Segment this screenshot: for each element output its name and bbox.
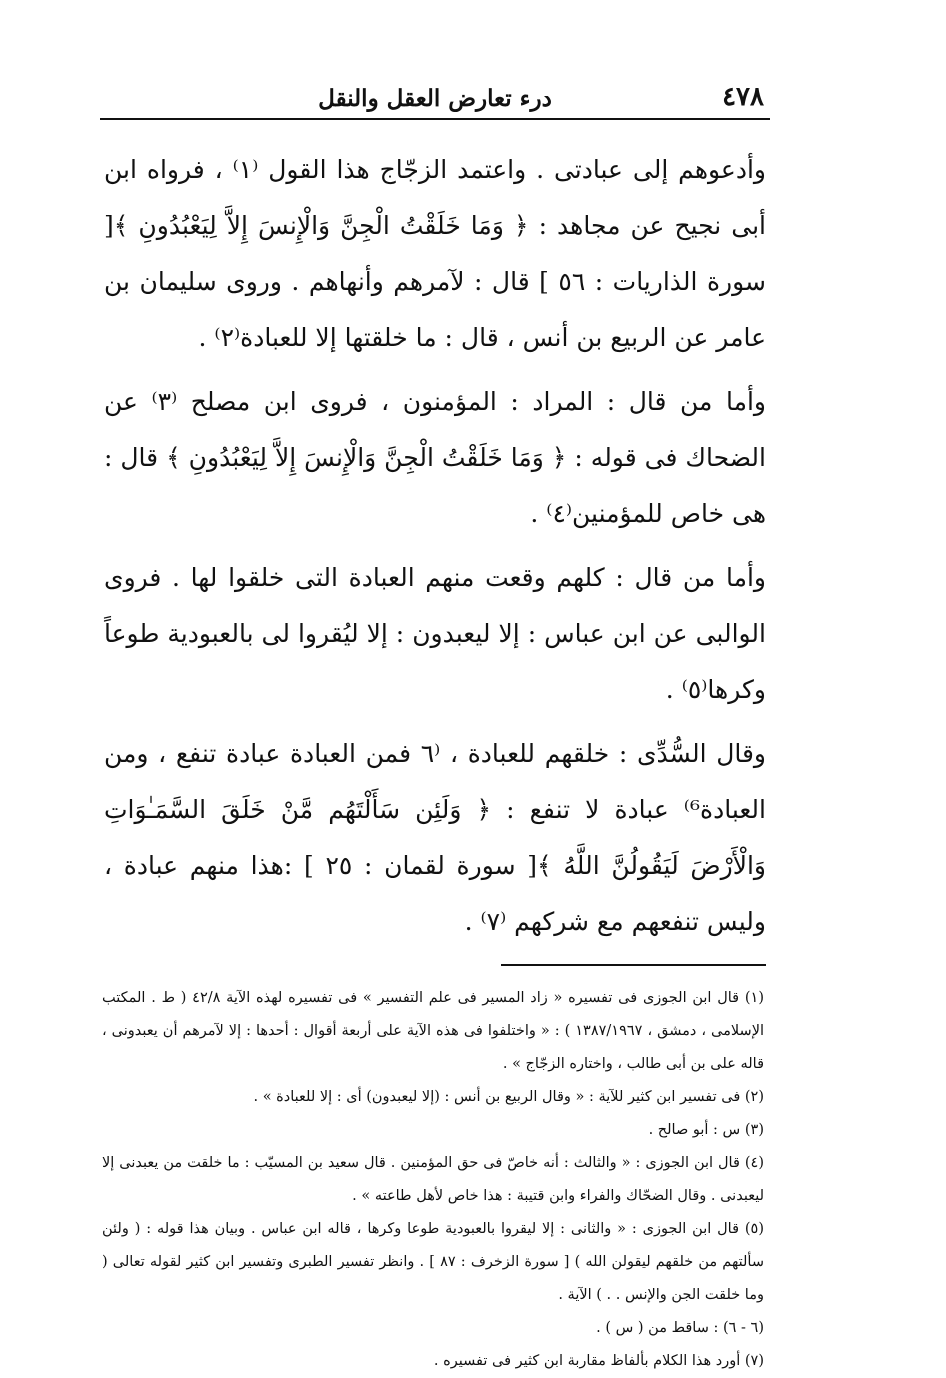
page-number: ٤٧٨ [722,82,764,112]
main-text [100,142,770,950]
footnotes [100,982,770,1378]
footnote: (٣) س : أبو صالح . [648,1122,764,1138]
footnote-separator [501,964,766,966]
paragraph: وقال السُّدِّى : خلقهم للعبادة ، ⁽٦ فمن العبادة عبادة تنفع ، ومن العبادة⁶⁾ عبادة لا تنفع : ﴿ وَلَئِن سَأَلْتَهُم مَّنْ خَلَقَ السَّمَـٰوَاتِ وَالْأَرْضَ لَيَقُولُنَّ اللَّهُ ﴾[ سورة لقمان : ٢٥ ] :هذا منهم عبادة ، وليس تنفعهم مع شركهم ⁽٧⁾ . [104,739,767,936]
running-title: درء تعارض العقل والنقل [318,85,552,112]
paragraph: وأما من قال : المراد : المؤمنون ، فروى ابن مصلح ⁽٣⁾ عن الضحاك فى قوله : ﴿ وَمَا خَلَقْتُ الْجِنَّ وَالْإِنسَ إِلاَّ لِيَعْبُدُونِ ﴾ قال : هى خاص للمؤمنين⁽٤⁾ . [104,387,766,528]
footnote: (٥) قال ابن الجوزى : « والثانى : إلا ليقروا بالعبودية طوعا وكرها ، قاله ابن عباس . وبيان هذا قوله : ( ولئن سألتهم من خلقهم ليقولن الله ) [ سورة الزخرف : ٨٧ ] . وانظر تفسير الطبرى وتفسير ابن كثير لقوله تعالى ( وما خلقت الجن والإنس . . ) الآية . [102,1221,764,1303]
footnote: (٦ - ٦) : ساقط من ( س ) . [596,1320,764,1336]
footnote: (٢) فى تفسير ابن كثير للآية : « وقال الربيع بن أنس : (إلا ليعبدون) أى : إلا للعبادة » . [253,1089,764,1105]
paragraph: وأدعوهم إلى عبادتى . واعتمد الزجّاج هذا القول ⁽١⁾ ، فرواه ابن أبى نجيح عن مجاهد : ﴿ وَمَا خَلَقْتُ الْجِنَّ وَالْإِنسَ إِلاَّ لِيَعْبُدُونِ ﴾[ سورة الذاريات : ٥٦ ] قال : لآمرهم وأنهاهم . وروى سليمان بن عامر عن الربيع بن أنس ، قال : ما خلقتها إلا للعبادة⁽٢⁾ . [104,155,766,352]
footnote: (١) قال ابن الجوزى فى تفسيره « زاد المسير فى علم التفسير » فى تفسيره لهذه الآية ٤٢/٨ ( ط . المكتب الإسلامى ، دمشق ، ١٣٨٧/١٩٦٧ ) : « واختلفوا فى هذه الآية على أربعة أقوال : أحدها : إلا لآمرهم أن يعبدونى ، قاله على بن أبى طالب ، واختاره الزجّاج » . [102,990,764,1072]
page-header [100,70,770,120]
paragraph: وأما من قال : كلهم وقعت منهم العبادة التى خلقوا لها . فروى الوالبى عن ابن عباس : إلا ليعبدون : إلا ليُقروا لى بالعبودية طوعاً وكرها⁽٥⁾ . [104,563,766,704]
footnote: (٧) أورد هذا الكلام بألفاظ مقاربة ابن كثير فى تفسيره . [433,1353,764,1369]
footnote: (٤) قال ابن الجوزى : « والثالث : أنه خاصّ فى حق المؤمنين . قال سعيد بن المسيّب : ما خلقت من يعبدنى إلا ليعبدنى . وقال الضحّاك والفراء وابن قتيبة : هذا خاص لأهل طاعته » . [102,1155,764,1204]
book-page [100,70,770,1378]
